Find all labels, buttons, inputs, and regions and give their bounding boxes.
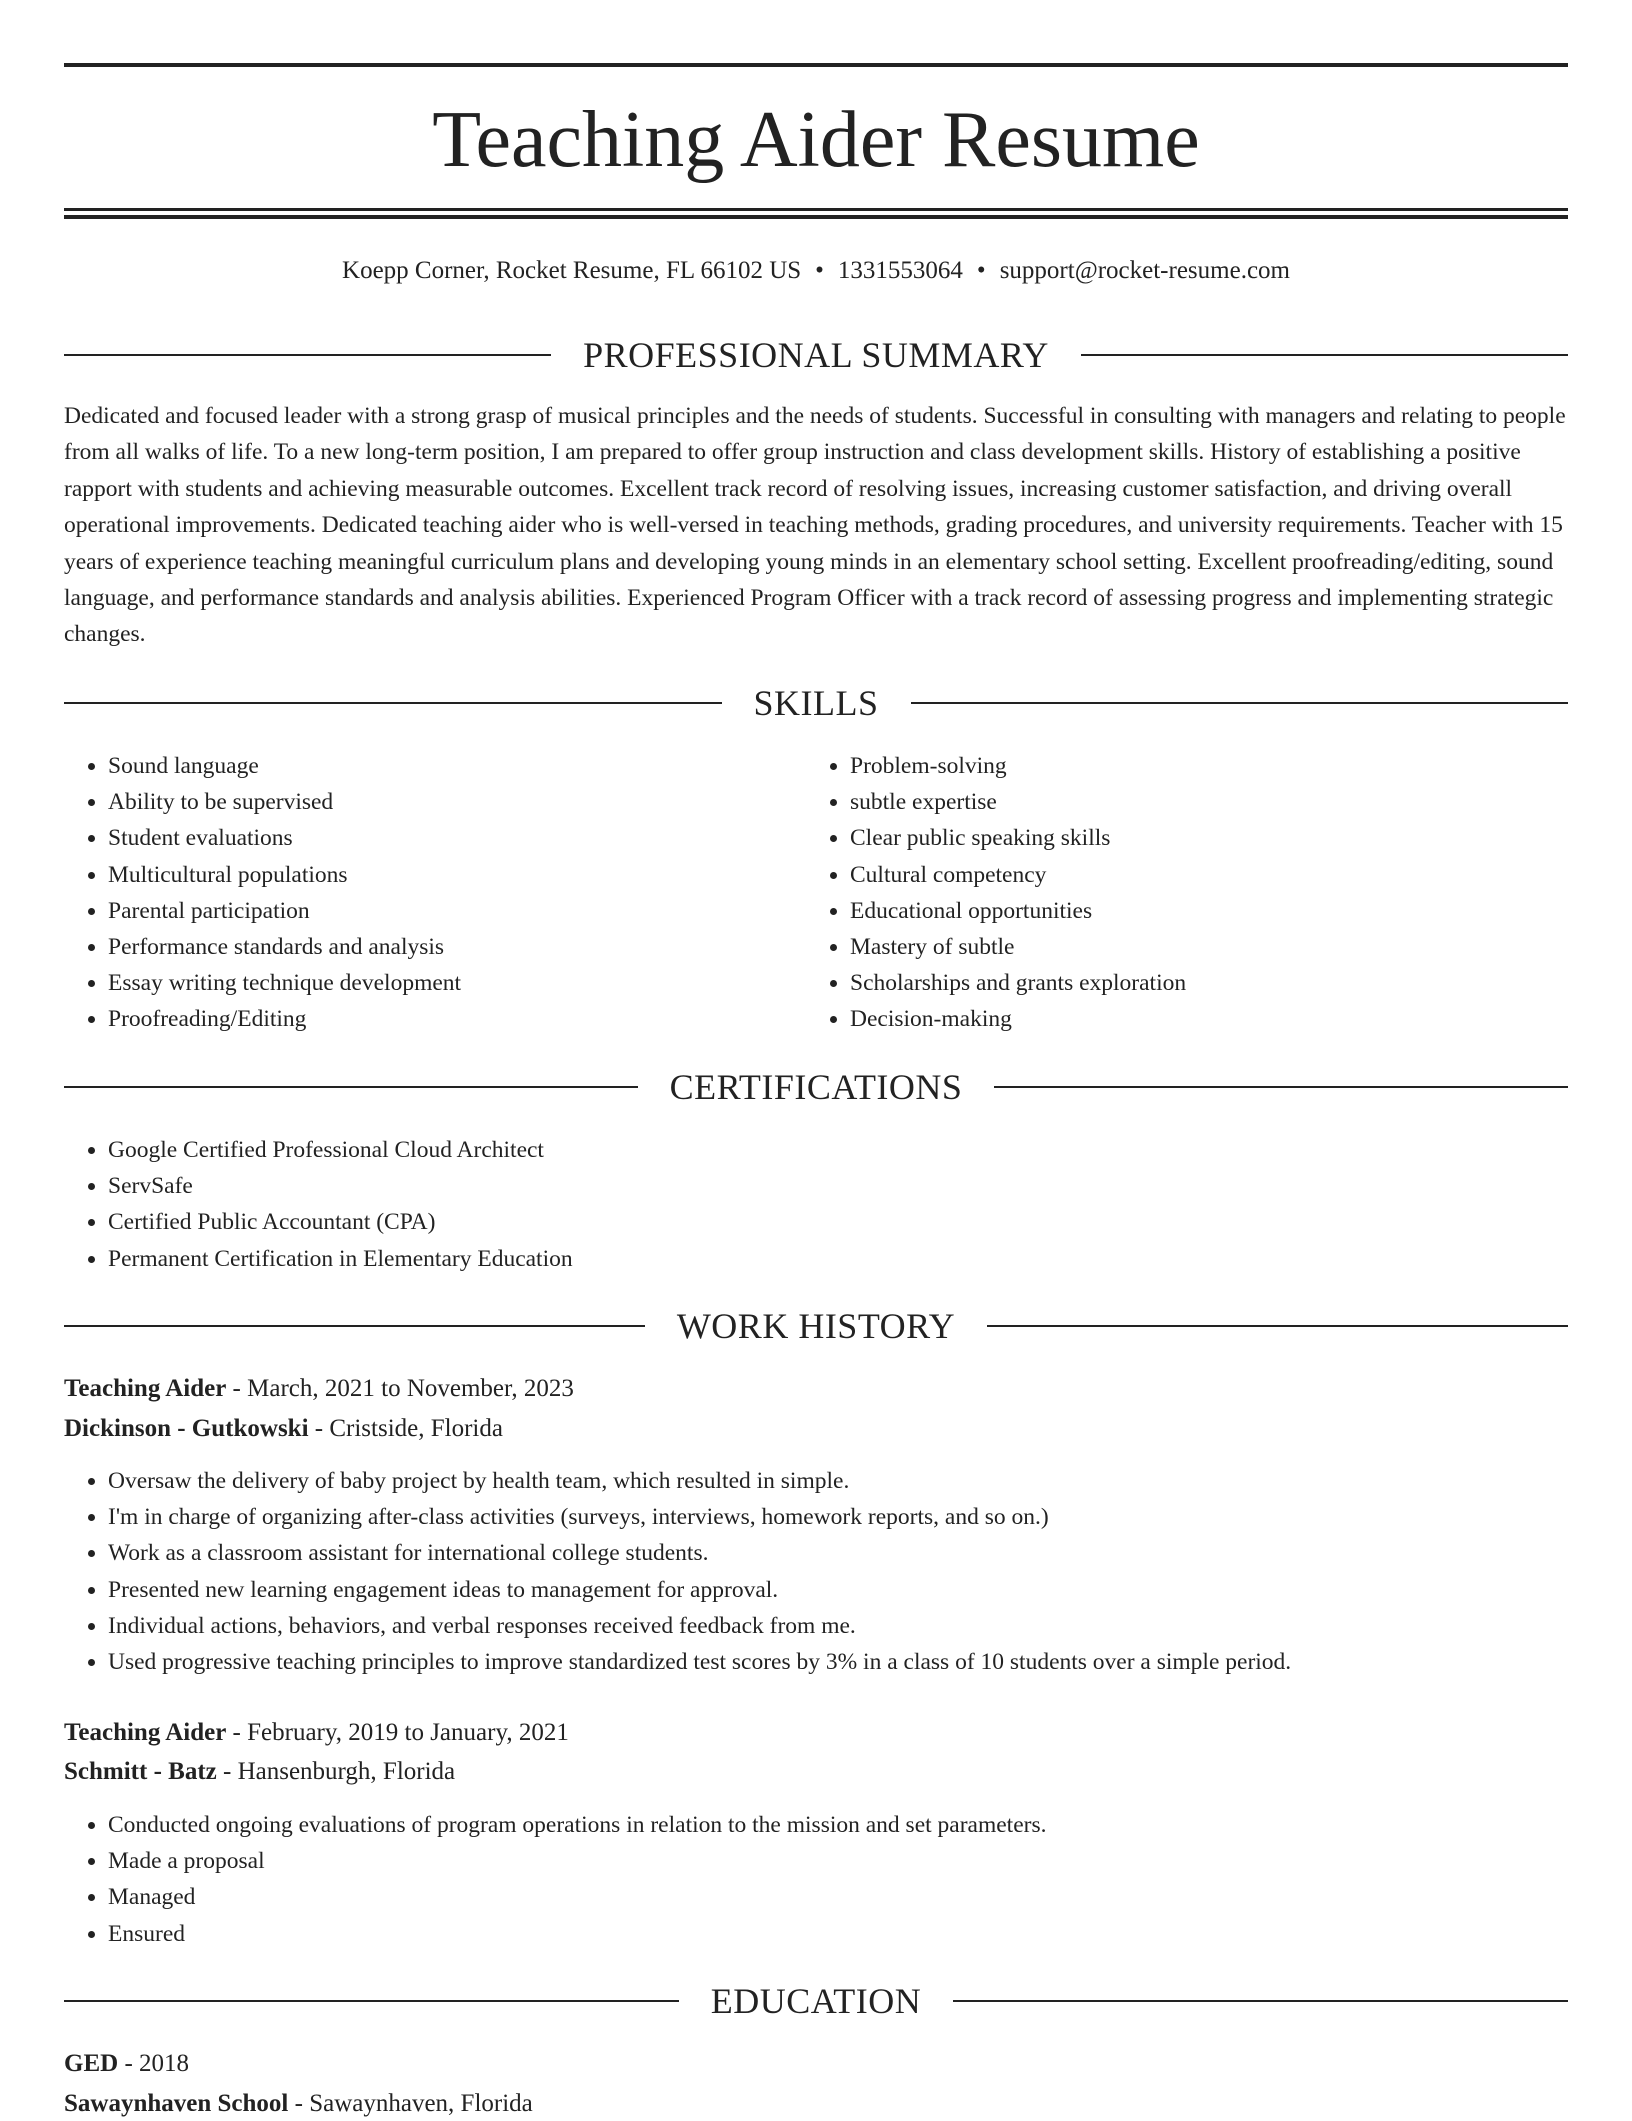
contact-separator: • [976, 257, 986, 284]
divider-line [987, 1325, 1568, 1327]
skill-item: • Problem-solving [850, 748, 1566, 784]
skill-item: • Clear public speaking skills [850, 820, 1566, 856]
job-bullet: • Managed [108, 1879, 1568, 1915]
title-rule-upper [64, 208, 1568, 211]
skill-item: • Performance standards and analysis [108, 929, 804, 965]
skill-item: • Essay writing technique development [108, 965, 804, 1001]
education-location: - Sawaynhaven, Florida [288, 2090, 533, 2117]
divider-line [64, 702, 722, 704]
divider-line [911, 702, 1569, 704]
education-degree: GED [64, 2050, 119, 2077]
skill-item: • Cultural competency [850, 857, 1566, 893]
divider-line [1081, 354, 1568, 356]
section-title: PROFESSIONAL SUMMARY [583, 335, 1049, 375]
job-bullet: • Ensured [108, 1916, 1568, 1952]
skill-item: • Mastery of subtle [850, 929, 1566, 965]
section-title: WORK HISTORY [676, 1306, 956, 1346]
education-year: - 2018 [118, 2050, 190, 2077]
section-title: EDUCATION [710, 1981, 922, 2021]
job-company-line [64, 1755, 455, 1789]
job-bullet: • Used progressive teaching principles to improve standardized test scores by 3% in a class of 10 students over a simple period. [108, 1644, 1568, 1680]
job-dates: - February, 2019 to January, 2021 [226, 1719, 569, 1746]
job-title-line [64, 1372, 574, 1406]
certification-item: • Certified Public Accountant (CPA) [108, 1204, 1568, 1240]
education-heading [64, 1979, 1568, 2023]
job-bullet: • Conducted ongoing evaluations of program operations in relation to the mission and set parameters. [108, 1807, 1568, 1843]
work-history-heading [64, 1304, 1568, 1348]
divider-line [953, 2000, 1568, 2002]
contact-separator: • [815, 257, 824, 284]
certification-item: • Google Certified Professional Cloud Architect [108, 1132, 1568, 1168]
skill-item: • Decision-making [850, 1001, 1566, 1037]
section-title: CERTIFICATIONS [669, 1067, 963, 1107]
skill-item: • Student evaluations [108, 820, 804, 856]
certifications-heading [64, 1065, 1568, 1109]
contact-phone: 1331553064 [837, 257, 963, 284]
summary-heading [64, 333, 1568, 377]
contact-email: support@rocket-resume.com [999, 257, 1290, 284]
job-bullets [64, 1463, 1568, 1680]
education-school: Sawaynhaven School [64, 2090, 289, 2117]
section-title: SKILLS [753, 683, 879, 723]
job-bullet: • Oversaw the delivery of baby project by health team, which resulted in simple. [108, 1463, 1568, 1499]
job-title: Teaching Aider [64, 1375, 227, 1402]
job-bullet: • Made a proposal [108, 1843, 1568, 1879]
top-rule [64, 63, 1568, 67]
divider-line [994, 1086, 1568, 1088]
job-bullet: • Work as a classroom assistant for international college students. [108, 1535, 1568, 1571]
job-location: - Cristside, Florida [308, 1415, 503, 1442]
job-bullet: • I'm in charge of organizing after-class activities (surveys, interviews, homework reports, and so on.) [108, 1499, 1568, 1535]
skills-right-column [806, 748, 1566, 1038]
skills-heading [64, 681, 1568, 725]
skill-item: • Parental participation [108, 893, 804, 929]
education-school-line [64, 2087, 533, 2121]
summary-text: Dedicated and focused leader with a strong grasp of musical principles and the needs of students. Successful in consulting with managers and relating to people from all walks of life. To a new long-term position, I am prepared to offer group instruction and class development skills. History of establishing a positive rapport with students and achieving measurable outcomes. Excellent track record of resolving issues, increasing customer satisfaction, and driving overall operational improvements. Dedicated teaching aider who is well-versed in teaching methods, grading procedures, and university requirements. Teacher with 15 years of experience teaching meaningful curriculum plans and developing young minds in an elementary school setting. Excellent proofreading/editing, sound language, and performance standards and analysis abilities. Experienced Program Officer with a track record of assessing progress and implementing strategic changes. [64, 403, 1566, 648]
skill-item: • Ability to be supervised [108, 784, 804, 820]
divider-line [64, 354, 551, 356]
skill-item: • Proofreading/Editing [108, 1001, 804, 1037]
skill-item: • subtle expertise [850, 784, 1566, 820]
contact-line [64, 254, 1568, 288]
contact-address: Koepp Corner, Rocket Resume, FL 66102 US [342, 257, 802, 284]
skills-left-column [64, 748, 804, 1038]
job-company: Dickinson - Gutkowski [64, 1415, 309, 1442]
resume-title: Teaching Aider Resume [432, 96, 1200, 184]
divider-line [64, 1325, 645, 1327]
job-title-line [64, 1716, 569, 1750]
certifications-list [64, 1132, 1568, 1277]
job-title: Teaching Aider [64, 1719, 227, 1746]
certification-item: • ServSafe [108, 1168, 1568, 1204]
skill-item: • Educational opportunities [850, 893, 1566, 929]
job-bullet: • Individual actions, behaviors, and verbal responses received feedback from me. [108, 1608, 1568, 1644]
title-rule-lower [64, 215, 1568, 219]
skill-item: • Sound language [108, 748, 804, 784]
job-bullets [64, 1807, 1568, 1952]
job-company: Schmitt - Batz [64, 1758, 217, 1785]
certification-item: • Permanent Certification in Elementary Education [108, 1241, 1568, 1277]
divider-line [64, 2000, 679, 2002]
job-location: - Hansenburgh, Florida [216, 1758, 456, 1785]
job-bullet: • Presented new learning engagement ideas to management for approval. [108, 1572, 1568, 1608]
divider-line [64, 1086, 638, 1088]
skill-item: • Scholarships and grants exploration [850, 965, 1566, 1001]
education-degree-line [64, 2047, 189, 2081]
job-dates: - March, 2021 to November, 2023 [226, 1375, 574, 1402]
job-company-line [64, 1412, 503, 1446]
skill-item: • Multicultural populations [108, 857, 804, 893]
